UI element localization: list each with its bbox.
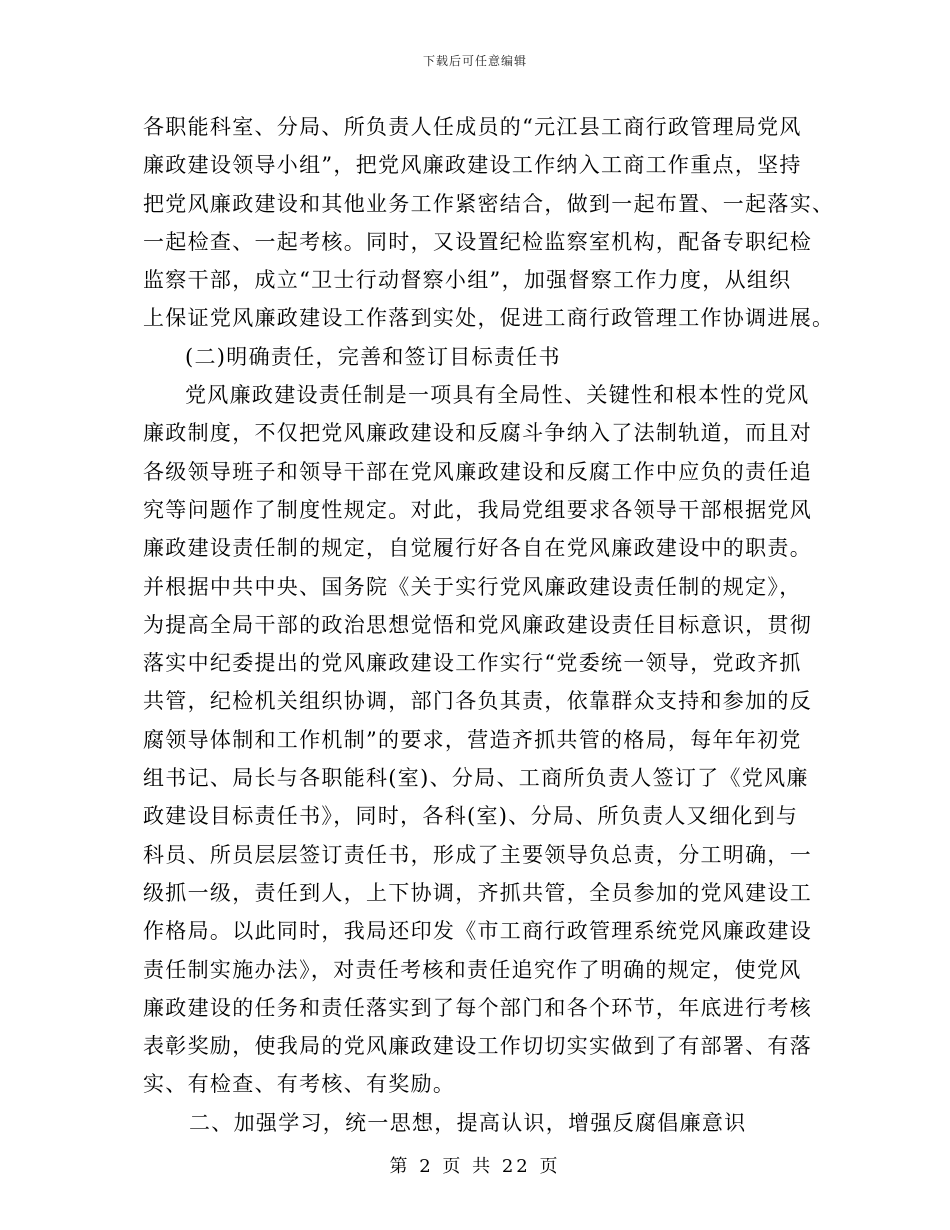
body-line: 组书记、局长与各职能科(室)、分局、工商所负责人签订了《党风廉 [143,766,809,791]
body-line: 各职能科室、分局、所负责人任成员的“元江县工商行政管理局党风 [143,115,802,139]
body-line: 落实中纪委提出的党风廉政建设工作实行“党委统一领导，党政齐抓 [143,651,802,676]
body-line: 为提高全局干部的政治思想觉悟和党风廉政建设责任目标意识，贯彻 [143,612,812,637]
body-line: 责任制实施办法》，对责任考核和责任追究作了明确的规定，使党风 [143,957,802,982]
body-line: 廉政建设责任制的规定，自觉履行好各自在党风廉政建设中的职责。 [143,536,812,561]
body-line: 各级领导班子和领导干部在党风廉政建设和反腐工作中应负的责任追 [143,459,812,484]
body-line: 廉政建设领导小组”，把党风廉政建设工作纳入工商工作重点，坚持 [143,153,802,178]
page-number: 第 2 页 共 22 页 [389,1156,561,1177]
section-heading: 二、加强学习，统一思想，提高认识，增强反腐倡廉意识 [189,1110,747,1135]
body-line: 政建设目标责任书》，同时，各科(室)、分局、所负责人又细化到与 [143,804,799,829]
header-note: 下载后可任意编辑 [422,54,527,68]
body-line: 表彰奖励，使我局的党风廉政建设工作切切实实做到了有部署、有落 [143,1034,812,1059]
body-line: 并根据中共中央、国务院《关于实行党风廉政建设责任制的规定》， [143,574,802,599]
body-line: 上保证党风廉政建设工作落到实处，促进工商行政管理工作协调进展。 [143,306,835,331]
body-line: 廉政建设的任务和责任落实到了每个部门和各个环节，年底进行考核 [143,995,812,1020]
body-line: 科员、所员层层签订责任书，形成了主要领导负总责，分工明确，一 [143,842,812,867]
body-line: 共管，纪检机关组织协调，部门各负其责，依靠群众支持和参加的反 [143,689,812,714]
body-line: 把党风廉政建设和其他业务工作紧密结合，做到一起布置、一起落实、 [143,191,835,216]
body-line: 一起检查、一起考核。同时，又设置纪检监察室机构，配备专职纪检 [143,229,812,254]
body-line: 党风廉政建设责任制是一项具有全局性、关键性和根本性的党风 [185,383,810,408]
section-heading: (二)明确责任，完善和签订目标责任书 [185,344,561,369]
body-line: 廉政制度，不仅把党风廉政建设和反腐斗争纳入了法制轨道，而且对 [143,421,812,446]
document-body [143,108,835,1142]
body-line: 究等问题作了制度性规定。对此，我局党组要求各领导干部根据党风 [143,497,812,522]
body-line: 作格局。以此同时，我局还印发《市工商行政管理系统党风廉政建设 [143,919,812,944]
body-line: 腐领导体制和工作机制”的要求，营造齐抓共管的格局，每年年初党 [143,727,802,752]
body-line: 级抓一级，责任到人，上下协调，齐抓共管，全员参加的党风建设工 [143,880,812,905]
body-line: 实、有检查、有考核、有奖励。 [143,1072,456,1097]
body-line: 监察干部，成立“卫士行动督察小组”，加强督察工作力度，从组织 [143,268,792,293]
